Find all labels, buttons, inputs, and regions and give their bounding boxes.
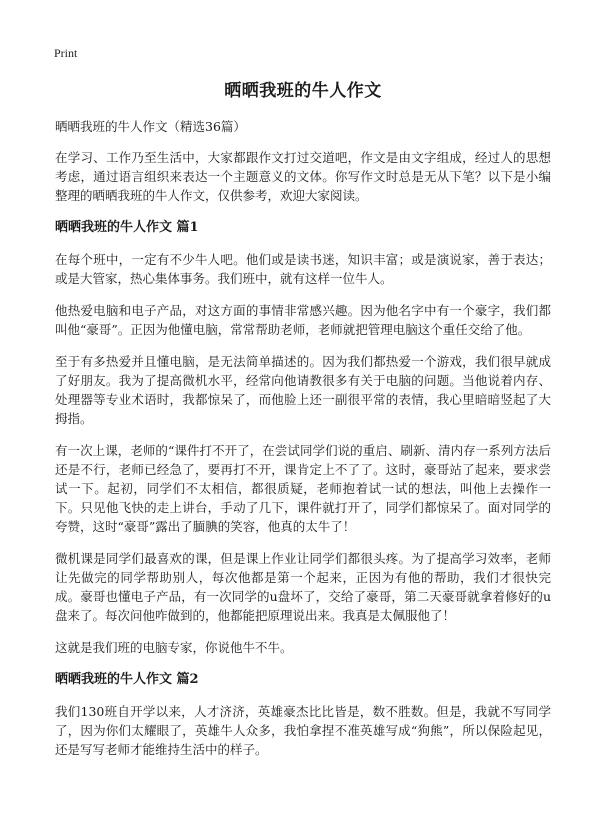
section-heading-1: 晒晒我班的牛人作文 篇1: [55, 220, 199, 235]
section-1-paragraph: 有一次上课，老师的“课件打不开了，在尝试同学们说的重启、刷新、清内存一系列方法后还是不行，老师已经急了，要再打不开，课肯定上不了了。这时，豪哥站了起来，要求尝试一下。起初，同学们不太相信，都很质疑，老师抱着试一试的想法，叫他上去操作一下。只见他飞快的走上讲台，手动了几下，课件就打开了，同学们都惊呆了。面对同学的夸赞，这时“豪哥”露出了腼腆的笑容，他真的太牛了！: [55, 443, 551, 534]
section-1-paragraph: 微机课是同学们最喜欢的课，但是课上作业让同学们都很头疼。为了提高学习效率，老师让先做完的同学帮助别人，每次他都是第一个起来，正因为有他的帮助，我们才很快完成。豪哥也懂电子产品，有一次同学的u盘坏了，交给了豪哥，第二天豪哥就拿着修好的u盘来了。每次问他咋做到的，他都能把原理说出来。我真是太佩服他了！: [55, 551, 551, 623]
section-2-paragraph: 我们130班自开学以来，人才济济，英雄豪杰比比皆是，数不胜数。但是，我就不写同学了，因为你们太耀眼了，英雄牛人众多，我怕拿捏不准英雄写成“狗熊”，所以保险起见，还是写写老师才能维持生活中的样子。: [55, 704, 551, 757]
section-1-paragraph: 在每个班中，一定有不少牛人吧。他们或是读书迷，知识丰富；或是演说家，善于表达；或是大管家，热心集体事务。我们班中，就有这样一位牛人。: [55, 252, 551, 286]
page-title: 晒晒我班的牛人作文: [224, 81, 382, 101]
section-1-paragraph: 至于有多热爱并且懂电脑，是无法简单描述的。因为我们都热爱一个游戏，我们很早就成了好朋友。我为了提高微机水平，经常向他请教很多有关于电脑的问题。当他说着内存、处理器等专业术语时，我都惊呆了，而他脸上还一副很平常的表情，我心里暗暗竖起了大拇指。: [55, 354, 551, 426]
print-link[interactable]: Print: [54, 46, 78, 60]
section-1-paragraph: 他热爱电脑和电子产品，对这方面的事情非常感兴趣。因为他名字中有一个豪字，我们都叫他“豪哥”。正因为他懂电脑，常常帮助老师，老师就把管理电脑这个重任交给了他。: [55, 303, 551, 337]
article-subtitle: 晒晒我班的牛人作文（精选36篇）: [55, 119, 246, 134]
article: [55, 80, 551, 772]
section-heading-2: 晒晒我班的牛人作文 篇2: [55, 672, 199, 687]
intro-paragraph: 在学习、工作乃至生活中，大家都跟作文打过交道吧，作文是由文字组成，经过人的思想考虑，通过语言组织来表达一个主题意义的文体。你写作文时总是无从下笔？以下是小编整理的晒晒我班的牛人作文，仅供参考，欢迎大家阅读。: [55, 150, 551, 203]
section-1-paragraph: 这就是我们班的电脑专家，你说他牛不牛。: [55, 640, 293, 655]
